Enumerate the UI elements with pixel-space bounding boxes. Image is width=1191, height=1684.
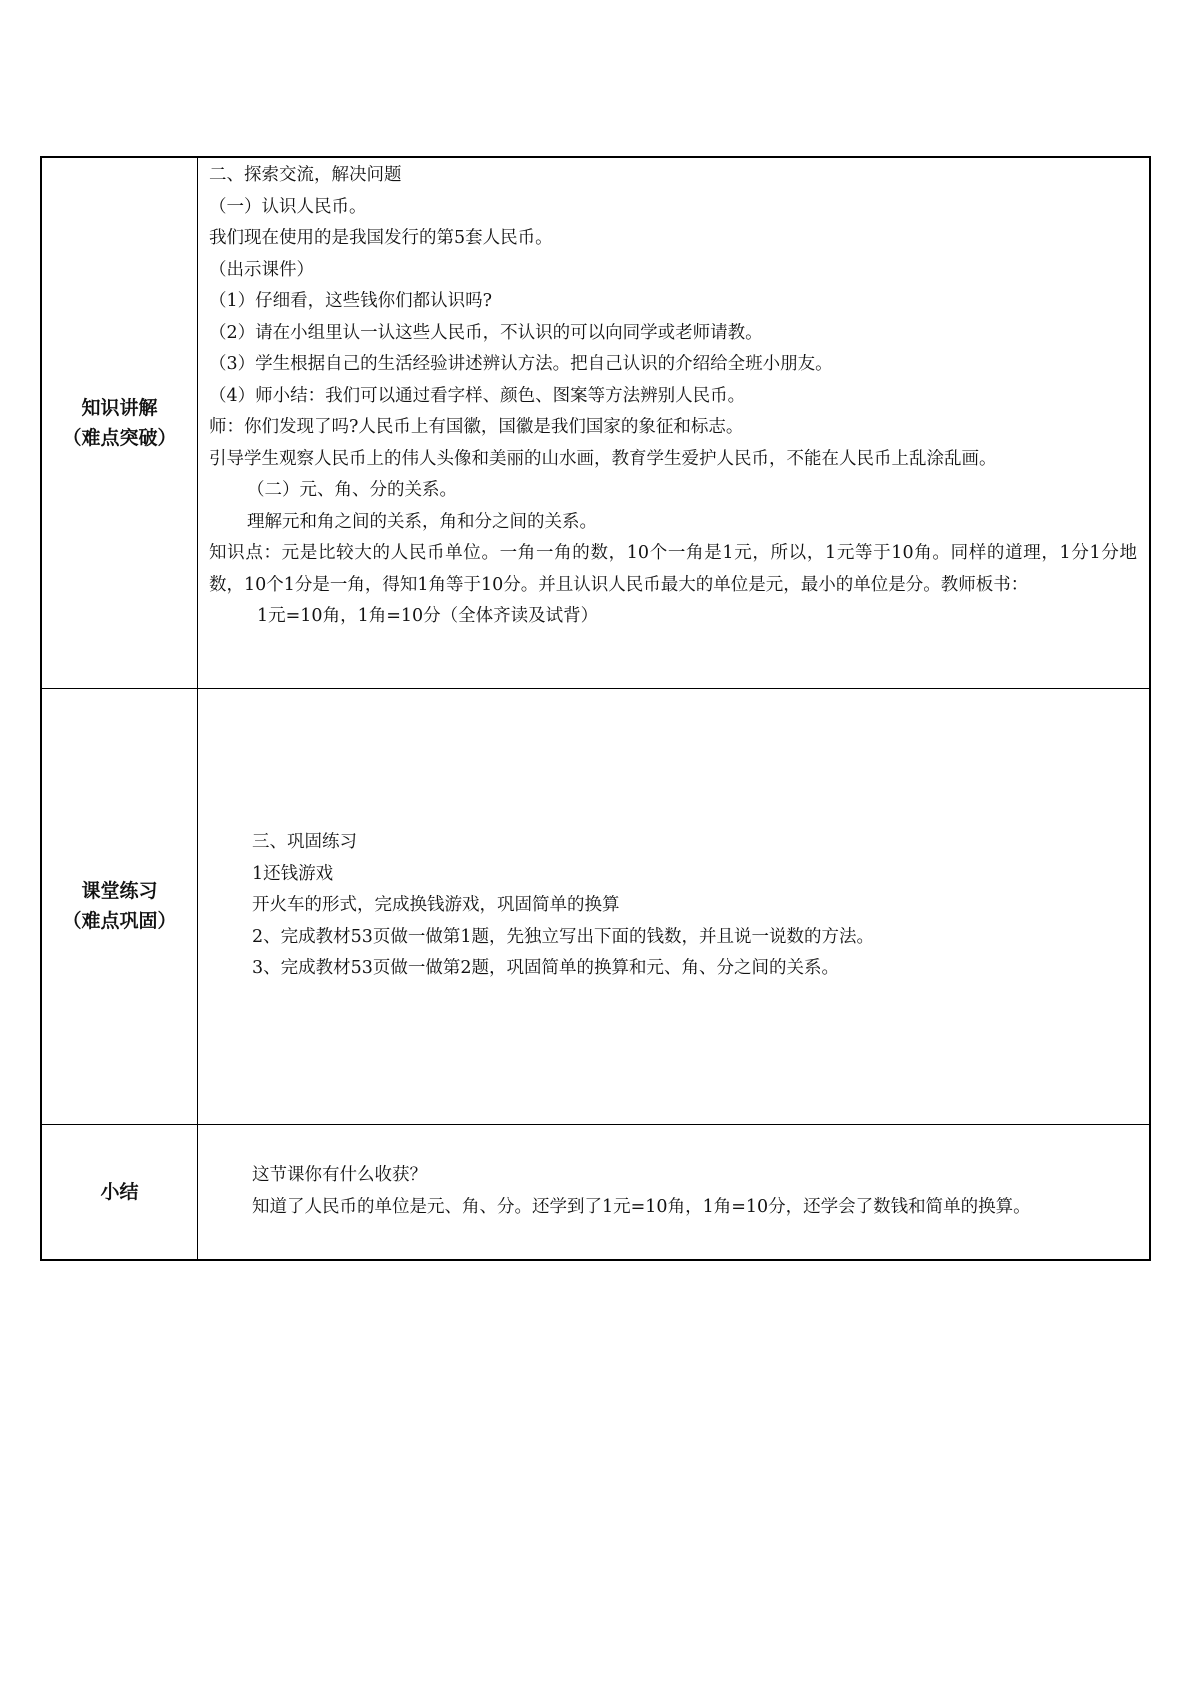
table-row xyxy=(41,157,1150,688)
lesson-plan-table xyxy=(40,156,1151,1261)
list-item: （4）师小结：我们可以通过看字样、颜色、图案等方法辨别人民币。 xyxy=(209,385,746,406)
list-item: （2）请在小组里认一认这些人民币，不认识的可以向同学或老师请教。 xyxy=(209,322,763,343)
table-row xyxy=(41,688,1150,1124)
list-item: 2、完成教材53页做一做第1题，先独立写出下面的钱数，并且说一说数的方法。 xyxy=(252,926,875,947)
list-item: （3）学生根据自己的生活经验讲述辨认方法。把自己认识的介绍给全班小朋友。 xyxy=(209,354,833,374)
paragraph: 知道了人民币的单位是元、角、分。还学到了1元=10角，1角=10分，还学会了数钱和简单的换算。 xyxy=(252,1196,1031,1217)
section-heading: 二、探索交流，解决问题 xyxy=(209,165,402,185)
row-label xyxy=(41,157,198,688)
subsection-heading: （二）元、角、分的关系。 xyxy=(247,480,457,500)
section-heading: 三、巩固练习 xyxy=(252,832,357,853)
list-item: （1）仔细看，这些钱你们都认识吗? xyxy=(209,291,493,311)
row-label xyxy=(41,1124,198,1260)
question: 这节课你有什么收获？ xyxy=(252,1165,427,1186)
paragraph: 1还钱游戏 xyxy=(252,863,334,884)
row-content xyxy=(198,688,1151,1124)
row-label-title: 小结 xyxy=(100,1180,139,1203)
board-formula: 1元=10角，1角=10分（全体齐读及试背） xyxy=(257,606,599,626)
paragraph: 引导学生观察人民币上的伟人头像和美丽的山水画，教育学生爱护人民币，不能在人民币上乱涂乱画。 xyxy=(209,448,997,469)
row-label-title: 课堂练习 xyxy=(81,880,158,902)
table-row xyxy=(41,1124,1150,1260)
paragraph: 开火车的形式，完成换钱游戏，巩固简单的换算 xyxy=(252,895,620,916)
row-content xyxy=(198,1124,1151,1260)
subsection-heading: （一）认识人民币。 xyxy=(209,196,367,217)
row-label-title: 知识讲解 xyxy=(81,396,158,419)
row-content xyxy=(198,157,1151,688)
list-item: 3、完成教材53页做一做第2题，巩固简单的换算和元、角、分之间的关系。 xyxy=(252,958,840,979)
paragraph: 理解元和角之间的关系，角和分之间的关系。 xyxy=(247,511,597,532)
row-label-subtitle: （难点突破） xyxy=(62,426,177,449)
paragraph: 知识点：元是比较大的人民币单位。一角一角的数，10个一角是1元，所以，1元等于10角。同样的道理，1分1分地数，10个1分是一角，得知1角等于10分。并且认识人民币最大的单位是元，最小的单位是分。教师板书： xyxy=(209,543,1137,595)
paragraph: 我们现在使用的是我国发行的第5套人民币。 xyxy=(209,228,553,248)
paragraph: （出示课件） xyxy=(209,259,314,280)
row-label-subtitle: （难点巩固） xyxy=(62,910,177,932)
paragraph: 师：你们发现了吗?人民币上有国徽，国徽是我们国家的象征和标志。 xyxy=(209,417,744,437)
row-label xyxy=(41,688,198,1124)
